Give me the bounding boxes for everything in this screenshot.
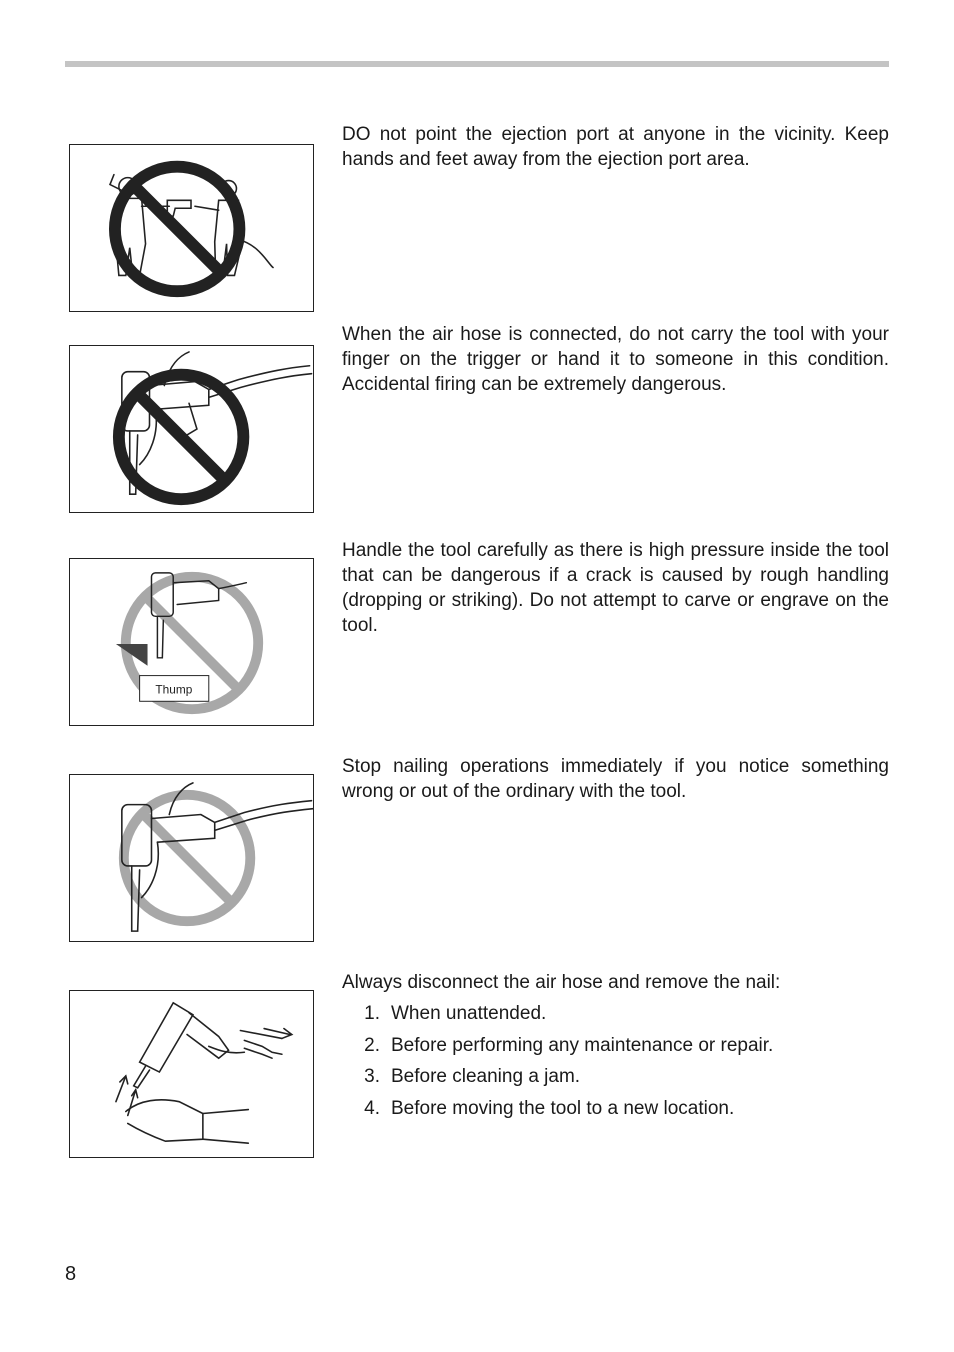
- header-rule: [65, 61, 889, 67]
- section-4-text: Stop nailing operations immediately if you notice something wrong or out of the ordinary with the tool.: [342, 756, 889, 802]
- list-item: 2. Before performing any maintenance or repair.: [364, 1034, 774, 1056]
- air-hose-icon: [244, 1040, 282, 1054]
- prohibition-icon: [70, 145, 313, 311]
- section-2-text: When the air hose is connected, do not carry the tool with your finger on the trigger or hand it to someone in this condition. Accidental firing can be extremely dangerous.: [342, 324, 889, 395]
- thump-label: Thump: [155, 682, 193, 697]
- section-3-text: Handle the tool carefully as there is high pressure inside the tool that can be dangerous if a crack is caused by rough handling (dropping or striking). Do not attempt to carve or engrave on the tool.: [342, 540, 889, 636]
- list-item: 3. Before cleaning a jam.: [364, 1066, 581, 1088]
- figure-carry-tool-warning: [69, 345, 314, 513]
- nailer-tool-icon: [140, 1003, 193, 1072]
- section-5-intro: Always disconnect the air hose and remove the nail:: [342, 972, 781, 993]
- figure-rough-handling-warning: [69, 558, 314, 726]
- page-number: 8: [65, 1263, 77, 1285]
- disconnect-conditions-list: [342, 1001, 889, 1128]
- figure-stop-nailing-warning: [69, 774, 314, 942]
- figure-ejection-port-warning: [69, 144, 314, 312]
- list-item: 1. When unattended.: [364, 1003, 547, 1024]
- list-item: 4. Before moving the tool to a new location.: [364, 1098, 735, 1120]
- figure-disconnect-hose: [69, 990, 314, 1158]
- section-1-text: DO not point the ejection port at anyone in the vicinity. Keep hands and feet away from the ejection port area.: [342, 124, 889, 170]
